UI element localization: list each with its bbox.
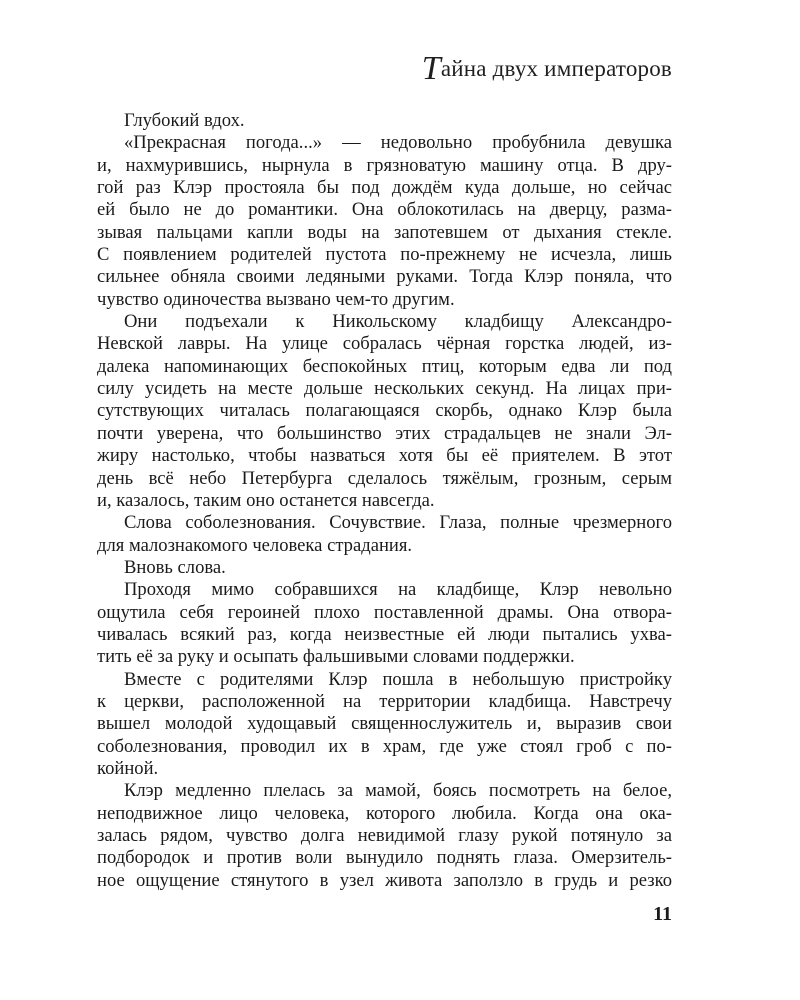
text-line: С появлением родителей пустота по-прежнему не исчезла, лишь [97, 244, 672, 266]
text-line: и, казалось, таким оно останется навсегда. [97, 489, 435, 511]
text-line: чивалась всякий раз, когда неизвестные ей люди пытались ухва- [97, 623, 672, 645]
text-line: подбородок и против воли вынудило поднять глаза. Омерзитель- [97, 847, 672, 869]
text-line: жиру настолько, чтобы назваться хотя бы её приятелем. В этот [97, 445, 672, 467]
running-header [422, 52, 672, 86]
text-line: далека напоминающих беспокойных птиц, которым едва ли под [97, 355, 672, 377]
running-header-initial: Т [421, 50, 441, 87]
text-line: ное ощущение стянутого в узел живота заползло в грудь и резко [97, 869, 672, 891]
body-text [97, 110, 672, 892]
text-line: зывая пальцами капли воды на запотевшем от дыхания стекле. [97, 221, 672, 243]
text-line: Невской лавры. На улице собралась чёрная горстка людей, из- [97, 333, 672, 355]
text-line: день всё небо Петербурга сделалось тяжёлым, грозным, серым [97, 467, 672, 489]
text-line: Проходя мимо собравшихся на кладбище, Клэр невольно [124, 579, 672, 601]
text-line: почти уверена, что большинство этих страдальцев не знали Эл- [97, 422, 672, 444]
text-line: для малознакомого человека страдания. [97, 534, 413, 556]
text-line: Слова соболезнования. Сочувствие. Глаза, полные чрезмерного [124, 512, 672, 534]
text-line: «Прекрасная погода...» — недовольно пробубнила девушка [124, 132, 672, 154]
text-line: Вновь слова. [124, 556, 226, 578]
text-line: и, нахмурившись, нырнула в грязноватую машину отца. В дру- [97, 154, 672, 176]
text-line: гой раз Клэр простояла бы под дождём куда дольше, но сейчас [97, 177, 672, 199]
text-line: соболезнования, проводил их в храм, где уже стоял гроб с по- [97, 735, 672, 757]
text-line: койной. [97, 757, 159, 779]
text-line: тить её за руку и осыпать фальшивыми словами поддержки. [97, 646, 575, 668]
text-line: ей было не до романтики. Она облокотилась на дверцу, разма- [97, 199, 672, 221]
text-line: силу усидеть на месте дольше нескольких секунд. На лицах при- [97, 378, 672, 400]
text-line: ощутила себя героиней плохо поставленной драмы. Она отвора- [97, 601, 672, 623]
text-line: сутствующих читалась полагающаяся скорбь, однако Клэр была [97, 400, 672, 422]
text-line: Клэр медленно плелась за мамой, боясь посмотреть на белое, [124, 780, 672, 802]
text-line: к церкви, расположенной на территории кладбища. Навстречу [97, 690, 672, 712]
text-line: залась рядом, чувство долга невидимой глазу рукой потянуло за [97, 825, 672, 846]
text-line: чувство одиночества вызвано чем-то другим. [97, 288, 455, 310]
running-header-title: айна двух императоров [440, 56, 672, 81]
text-line: Глубокий вдох. [124, 110, 245, 131]
text-line: Вместе с родителями Клэр пошла в небольшую пристройку [124, 668, 672, 690]
text-line: сильнее обняла своими ледяными руками. Тогда Клэр поняла, что [97, 266, 672, 288]
page-number: 11 [653, 903, 672, 925]
text-line: Они подъехали к Никольскому кладбищу Александро- [124, 311, 672, 333]
text-line: вышел молодой худощавый священнослужитель и, выразив свои [97, 713, 672, 735]
text-line: неподвижное лицо человека, которого любила. Когда она ока- [97, 802, 672, 824]
